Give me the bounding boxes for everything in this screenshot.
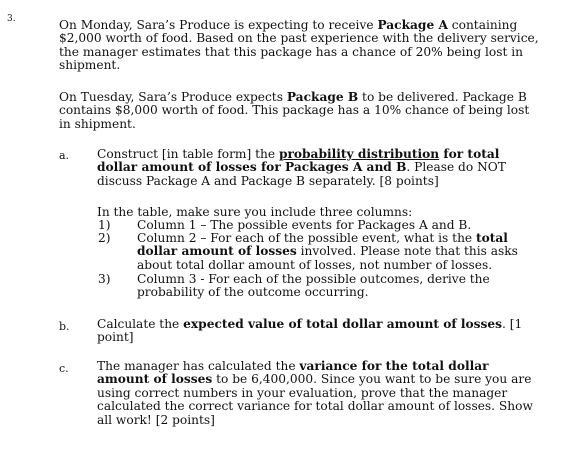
scenario-b-bold-package: Package B	[286, 90, 359, 104]
part-a-question	[97, 148, 537, 188]
instruction-item-3	[97, 273, 537, 300]
part-a-underlined-term: probability distribution	[278, 147, 440, 161]
scenario-a-text-1: On Monday, Sara’s Produce is expecting to receive	[59, 18, 378, 32]
part-c-text-2: to be 6,400,000. Since you want to be sure you are using correct numbers in your evaluation, prove that the manager calculated the correct variance for total dollar amount of losses. Show all work! [2 points]	[97, 372, 533, 427]
scenario-package-b	[59, 91, 539, 131]
scenario-package-a	[59, 19, 539, 73]
part-c-letter: c.	[59, 362, 69, 375]
instruction-item-1-number: 1)	[98, 218, 111, 232]
instruction-item-1-text: Column 1 – The possible events for Packages A and B.	[137, 218, 472, 232]
part-c-question	[97, 360, 537, 427]
scenario-a-text-2: containing $2,000 worth of food. Based on the past experience with the delivery service, the manager estimates that this package has a chance of 20% being lost in shipment.	[59, 18, 539, 73]
question-number: 3.	[7, 14, 16, 24]
part-c-bold-term: variance for the total dollar amount of losses	[97, 359, 489, 387]
instruction-item-2-number: 2)	[98, 231, 111, 245]
part-b-bold-term: expected value of total dollar amount of losses	[183, 317, 502, 331]
scenario-b-text-2: to be delivered. Package B contains $8,000 worth of food. This package has a 10% chance of being lost in shipment.	[59, 90, 530, 131]
instruction-item-2-text-2: involved. Please note that this asks about total dollar amount of losses, not number of losses.	[137, 244, 518, 272]
scenario-a-bold-package: Package A	[377, 18, 448, 32]
part-c-text-1: The manager has calculated the	[97, 359, 300, 373]
instruction-item-3-text: Column 3 - For each of the possible outcomes, derive the probability of the outcome occurring.	[137, 272, 490, 300]
instruction-item-2-bold: total dollar amount of losses	[137, 231, 508, 259]
part-a-text-2: . Please do NOT discuss Package A and Package B separately. [8 points]	[97, 160, 506, 188]
instruction-item-2-text-1: Column 2 – For each of the possible event, what is the	[137, 231, 477, 245]
table-instructions: In the table, make sure you include three columns:	[97, 205, 413, 219]
instruction-item-3-number: 3)	[98, 272, 111, 286]
part-a-text-1: Construct [in table form] the	[97, 147, 279, 161]
part-b-letter: b.	[59, 320, 70, 333]
instruction-item-2	[97, 232, 537, 272]
part-b-text-2: . [1 point]	[97, 317, 523, 345]
scenario-b-text-1: On Tuesday, Sara’s Produce expects	[59, 90, 287, 104]
part-a-letter: a.	[59, 149, 70, 162]
part-a-bold-term: for total dollar amount of losses for Packages A and B	[97, 147, 500, 175]
part-b-question	[97, 318, 537, 345]
part-b-text-1: Calculate the	[97, 317, 184, 331]
